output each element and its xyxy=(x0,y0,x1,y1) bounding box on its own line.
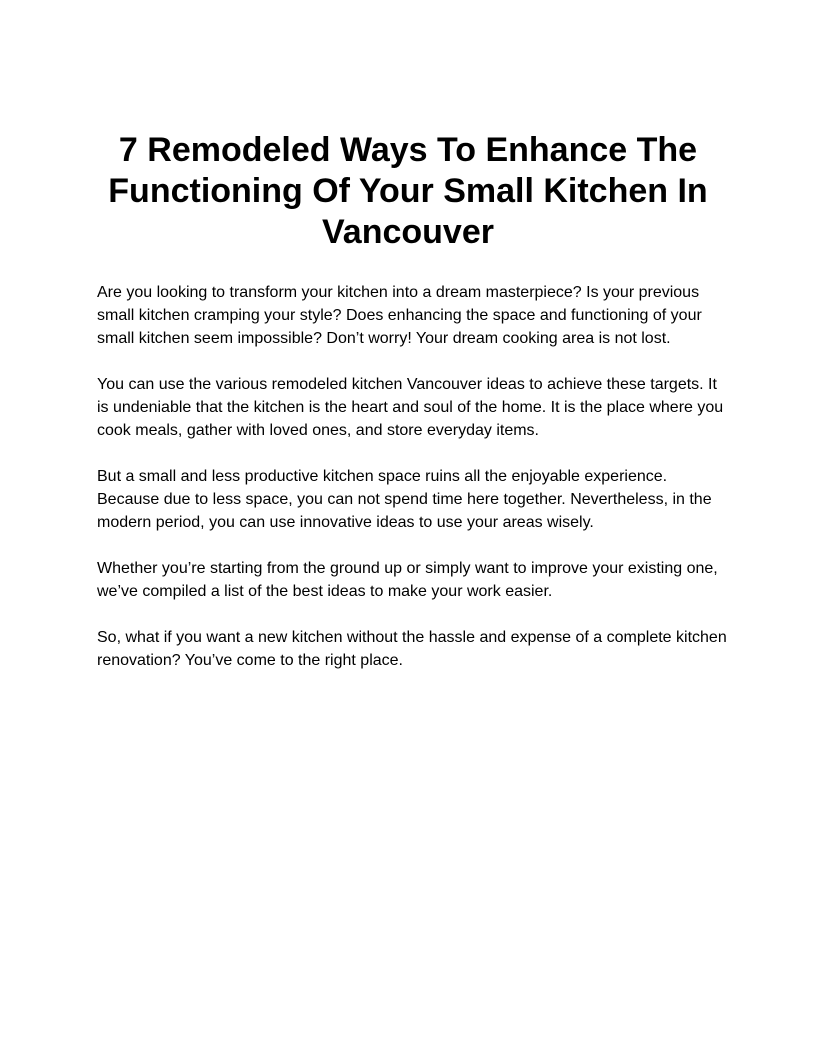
paragraph-1: Are you looking to transform your kitchen into a dream masterpiece? Is your previous small kitchen cramping your style? Does enhancing the space and functioning of your small kitchen seem impossible? Don’t worry! Your dream cooking area is not lost. xyxy=(97,284,702,347)
paragraph-5: So, what if you want a new kitchen without the hassle and expense of a complete kitchen renovation? You’ve come to the right place. xyxy=(97,629,727,669)
paragraph-3: But a small and less productive kitchen space ruins all the enjoyable experience. Because due to less space, you can not spend time here together. Nevertheless, in the modern period, you can use innovative ideas to use your areas wisely. xyxy=(97,468,712,531)
document-title: 7 Remodeled Ways To Enhance The Functioning Of Your Small Kitchen In Vancouver xyxy=(108,131,708,251)
paragraph-4: Whether you’re starting from the ground up or simply want to improve your existing one, we’ve compiled a list of the best ideas to make your work easier. xyxy=(97,560,718,600)
paragraph-2: You can use the various remodeled kitchen Vancouver ideas to achieve these targets. It is undeniable that the kitchen is the heart and soul of the home. It is the place where you cook meals, gather with loved ones, and store everyday items. xyxy=(97,376,724,439)
document-body xyxy=(97,281,729,695)
